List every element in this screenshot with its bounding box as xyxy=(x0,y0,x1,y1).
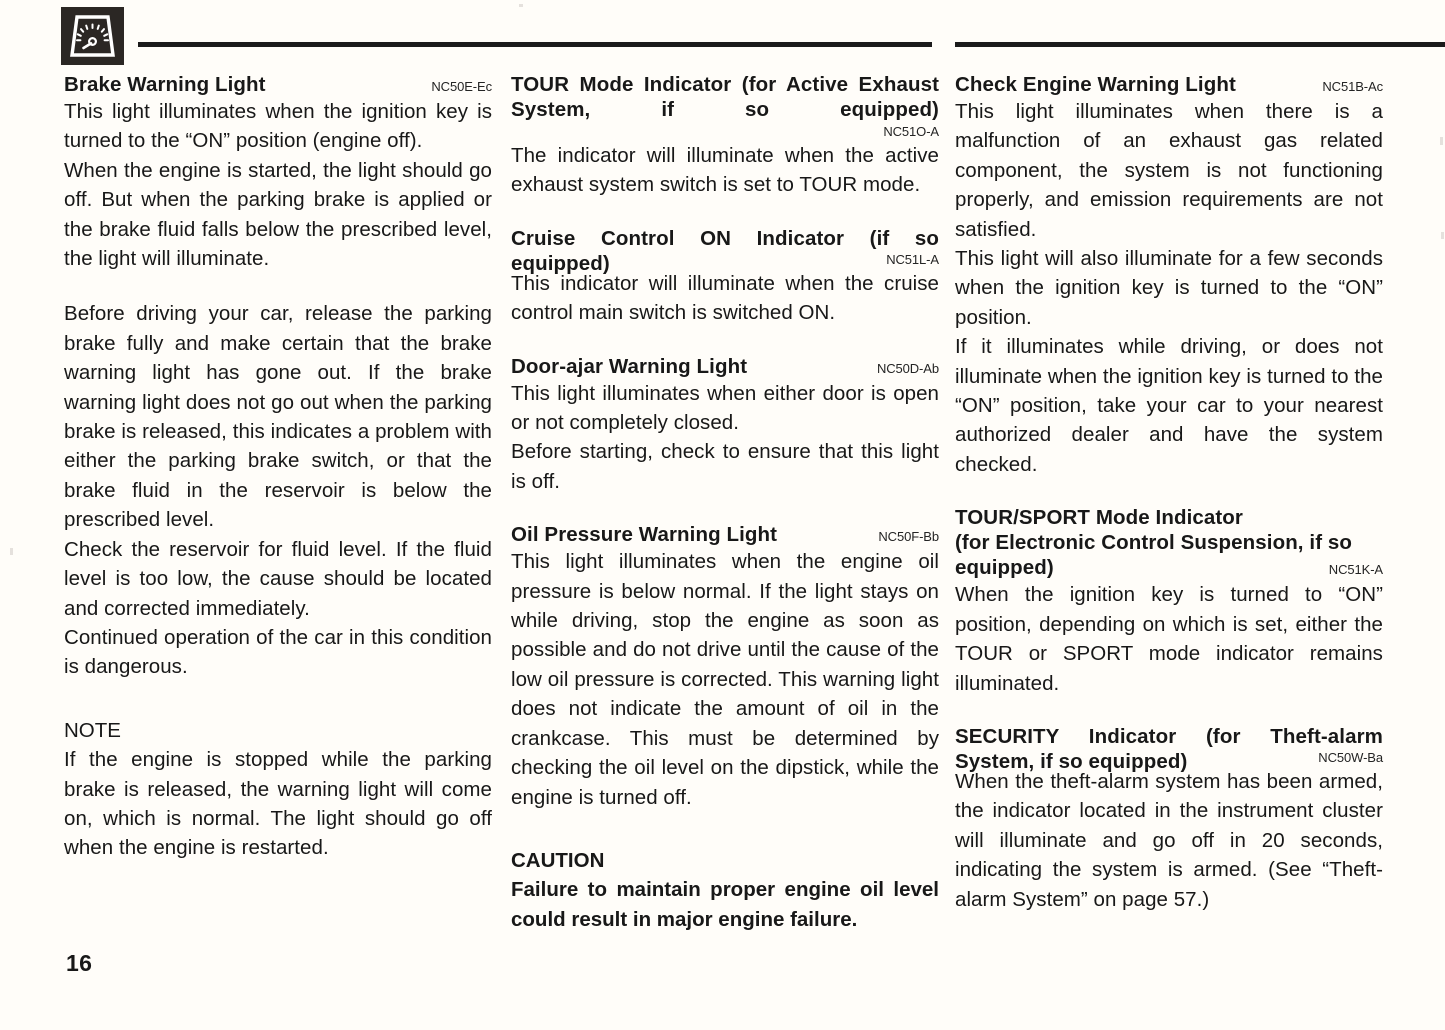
paragraph: When the engine is started, the light should go off. But when the parking brake is applied or the brake fluid falls below the prescribed level, the light will illuminate. xyxy=(64,158,492,271)
section-cruise-control-on-indicator xyxy=(511,226,939,328)
section-tour-sport-mode-indicator xyxy=(955,505,1383,698)
spacer xyxy=(955,479,1383,505)
section-heading: TOUR Mode Indicator (for Active Exhaust System, if so equipped) xyxy=(511,73,939,121)
paragraph: Before starting, check to ensure that this light is off. xyxy=(511,440,939,493)
section-heading-row xyxy=(64,72,492,97)
paragraph: This light illuminates when there is a malfunction of an exhaust gas related component, the system is not functioning properly, and emission requirements are not satisfied. xyxy=(955,100,1383,241)
scan-artifact xyxy=(10,548,13,555)
section-heading: SECURITY Indicator (for Theft-alarm System, if so equipped) xyxy=(955,724,1383,773)
column-2 xyxy=(511,72,939,934)
section-code: NC50E-Ec xyxy=(431,79,492,94)
spacer xyxy=(64,682,492,716)
paragraph: This light illuminates when the engine oil pressure is below normal. If the light stays on while driving, stop the engine as soon as possible and do not drive until the cause of the low oil pressure is corrected. This warning light does not indicate the amount of oil in the crankcase. This must be determined by checking the oil level on the dipstick, while the engine is turned off. xyxy=(511,550,939,809)
section-heading-line-1: TOUR/SPORT Mode Indicator xyxy=(955,506,1243,530)
paragraph: The indicator will illuminate when the active exhaust system switch is set to TOUR mode. xyxy=(511,144,939,197)
paragraph: When the ignition key is turned to “ON” position, depending on which is set, either the TOUR or SPORT mode indicator remains illuminated. xyxy=(955,583,1383,695)
section-heading-row xyxy=(955,555,1383,580)
paragraph: This indicator will illuminate when the cruise control main switch is switched ON. xyxy=(511,271,939,325)
caution-label: CAUTION xyxy=(511,848,605,872)
scan-artifact xyxy=(519,4,523,7)
spacer xyxy=(64,273,492,299)
page-header xyxy=(0,0,1445,70)
section-code: NC51K-A xyxy=(1328,562,1383,578)
paragraph: This light will also illuminate for a few seconds when the ignition key is turned to the “ON” position. xyxy=(955,247,1383,329)
section-tour-mode-indicator xyxy=(511,72,939,200)
gauge-speedometer-icon xyxy=(61,7,124,65)
section-heading: Brake Warning Light xyxy=(64,73,266,96)
section-oil-pressure-warning-light xyxy=(511,522,939,812)
scan-artifact xyxy=(1440,137,1443,145)
column-1 xyxy=(64,72,492,863)
paragraph: Before driving your car, release the parking brake fully and make certain that the brake warning light has gone out. If the brake warning light does not go out when the parking brake is released, this indicates a problem with either the parking brake switch, or that the brake fluid in the reservoir is below the prescribed level. xyxy=(64,302,492,532)
paragraph: If it illuminates while driving, or does not illuminate when the ignition key is turned to the “ON” position, take your car to your nearest authorized dealer and have the system checked. xyxy=(955,335,1383,476)
section-heading-line-2: (for Electronic Control Suspension, if so xyxy=(955,531,1353,555)
section-heading-line-3: equipped) xyxy=(955,556,1054,580)
section-heading-row xyxy=(511,522,939,547)
section-heading-row xyxy=(511,354,939,379)
spacer xyxy=(955,698,1383,724)
section-note xyxy=(64,716,492,863)
header-rule-left xyxy=(138,42,932,47)
section-code: NC51L-A xyxy=(886,251,939,267)
paragraph: If the engine is stopped while the parking brake is released, the warning light will come on, which is normal. The light should go off when the engine is restarted. xyxy=(64,748,492,860)
section-door-ajar-warning-light xyxy=(511,354,939,497)
section-heading: Door-ajar Warning Light xyxy=(511,354,748,378)
section-brake-warning-light xyxy=(64,72,492,273)
paragraph: Continued operation of the car in this condition is dangerous. xyxy=(64,625,492,679)
section-heading: Oil Pressure Warning Light xyxy=(511,523,778,547)
section-heading: Cruise Control ON Indicator (if so equipped) xyxy=(511,226,939,275)
paragraph: This light illuminates when the ignition key is turned to the “ON” position (engine off). xyxy=(64,100,492,153)
column-3 xyxy=(955,72,1383,914)
spacer xyxy=(511,496,939,522)
section-check-engine-warning-light xyxy=(955,72,1383,479)
section-brake-continued xyxy=(64,299,492,681)
section-code: NC50F-Bb xyxy=(878,529,939,545)
spacer xyxy=(511,328,939,354)
section-code: NC50W-Ba xyxy=(1318,749,1383,765)
spacer xyxy=(511,200,939,226)
header-rule-right xyxy=(955,42,1445,47)
section-code: NC50D-Ab xyxy=(876,360,939,376)
section-caution xyxy=(511,846,939,934)
section-heading-row xyxy=(955,72,1383,97)
scan-artifact xyxy=(1441,232,1444,239)
spacer xyxy=(511,812,939,846)
section-code: NC51B-Ac xyxy=(1322,79,1383,94)
page-number: 16 xyxy=(66,950,93,976)
paragraph: When the theft-alarm system has been armed, the indicator located in the instrument cluster will illuminate and go off in 20 seconds, indicating the system is armed. (See “Theft-alarm System” on page 57.) xyxy=(955,769,1383,911)
section-security-indicator xyxy=(955,724,1383,914)
paragraph: This light illuminates when either door is open or not completely closed. xyxy=(511,381,939,435)
section-heading: Check Engine Warning Light xyxy=(955,73,1236,96)
paragraph: Check the reservoir for fluid level. If the fluid level is too low, the cause should be located and corrected immediately. xyxy=(64,537,492,620)
note-label: NOTE xyxy=(64,718,121,742)
section-code: NC51O-A xyxy=(883,124,939,139)
paragraph: Failure to maintain proper engine oil level could result in major engine failure. xyxy=(511,878,939,931)
